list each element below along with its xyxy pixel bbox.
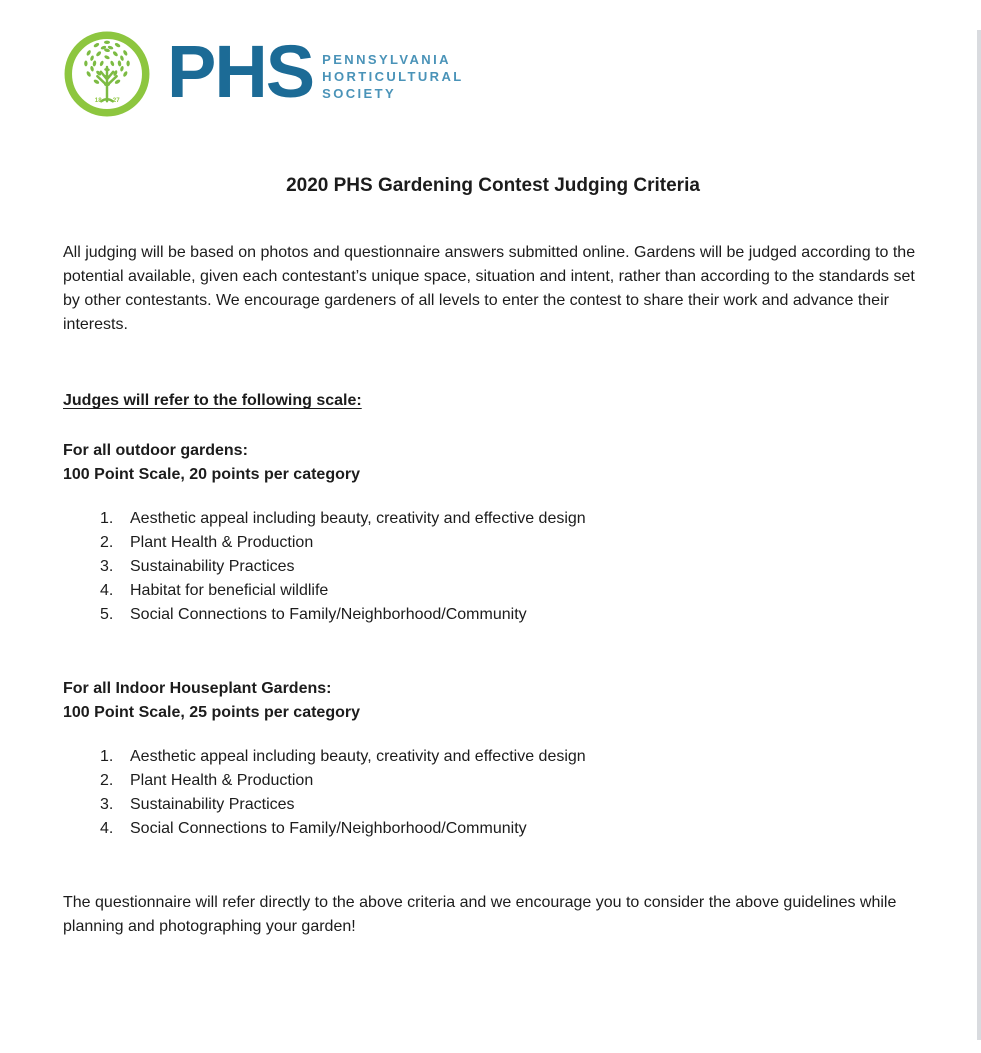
outdoor-section-heading: For all outdoor gardens:	[63, 442, 248, 459]
list-item: Sustainability Practices	[130, 796, 295, 813]
list-item: Sustainability Practices	[130, 558, 295, 575]
outdoor-criteria-list	[63, 507, 923, 627]
indoor-section-subheading: 100 Point Scale, 25 points per category	[63, 704, 360, 721]
founding-year-18: 18	[94, 97, 102, 105]
list-item: Plant Health & Production	[130, 534, 314, 551]
scale-heading: Judges will refer to the following scale:	[63, 392, 362, 409]
indoor-section-heading: For all Indoor Houseplant Gardens:	[63, 680, 332, 697]
document-page	[0, 30, 981, 1053]
org-line-pennsylvania: PENNSYLVANIA	[322, 51, 451, 67]
phs-tree	[84, 41, 130, 105]
list-item: Aesthetic appeal including beauty, creativity and effective design	[130, 748, 586, 765]
phs-logo	[63, 30, 981, 118]
list-item: Plant Health & Production	[130, 772, 314, 789]
list-item: Social Connections to Family/Neighborhood/Community	[130, 820, 527, 837]
list-item: Habitat for beneficial wildlife	[130, 582, 329, 599]
org-line-society: SOCIETY	[322, 85, 397, 101]
closing-paragraph: The questionnaire will refer directly to the above criteria and we encourage you to consider the above guidelines while planning and photographing your garden!	[63, 894, 897, 935]
phs-org-name	[322, 51, 463, 102]
phs-tree-logo-icon	[63, 30, 151, 118]
right-edge-border	[977, 30, 981, 1040]
outdoor-section-subheading: 100 Point Scale, 20 points per category	[63, 466, 360, 483]
list-item: Social Connections to Family/Neighborhood/Community	[130, 606, 527, 623]
intro-paragraph: All judging will be based on photos and questionnaire answers submitted online. Gardens will be judged according to the potential available, given each contestant’s unique space, situation and intent, rather than according to the standards set by other contestants. We encourage gardeners of all levels to enter the contest to share their work and advance their interests.	[63, 244, 916, 333]
org-line-horticultural: HORTICULTURAL	[322, 68, 464, 84]
list-item: Aesthetic appeal including beauty, creativity and effective design	[130, 510, 586, 527]
document-title: 2020 PHS Gardening Contest Judging Criteria	[286, 175, 700, 196]
phs-wordmark: PHS	[167, 30, 314, 113]
indoor-criteria-list	[63, 745, 923, 841]
founding-year-27: 27	[112, 97, 120, 105]
